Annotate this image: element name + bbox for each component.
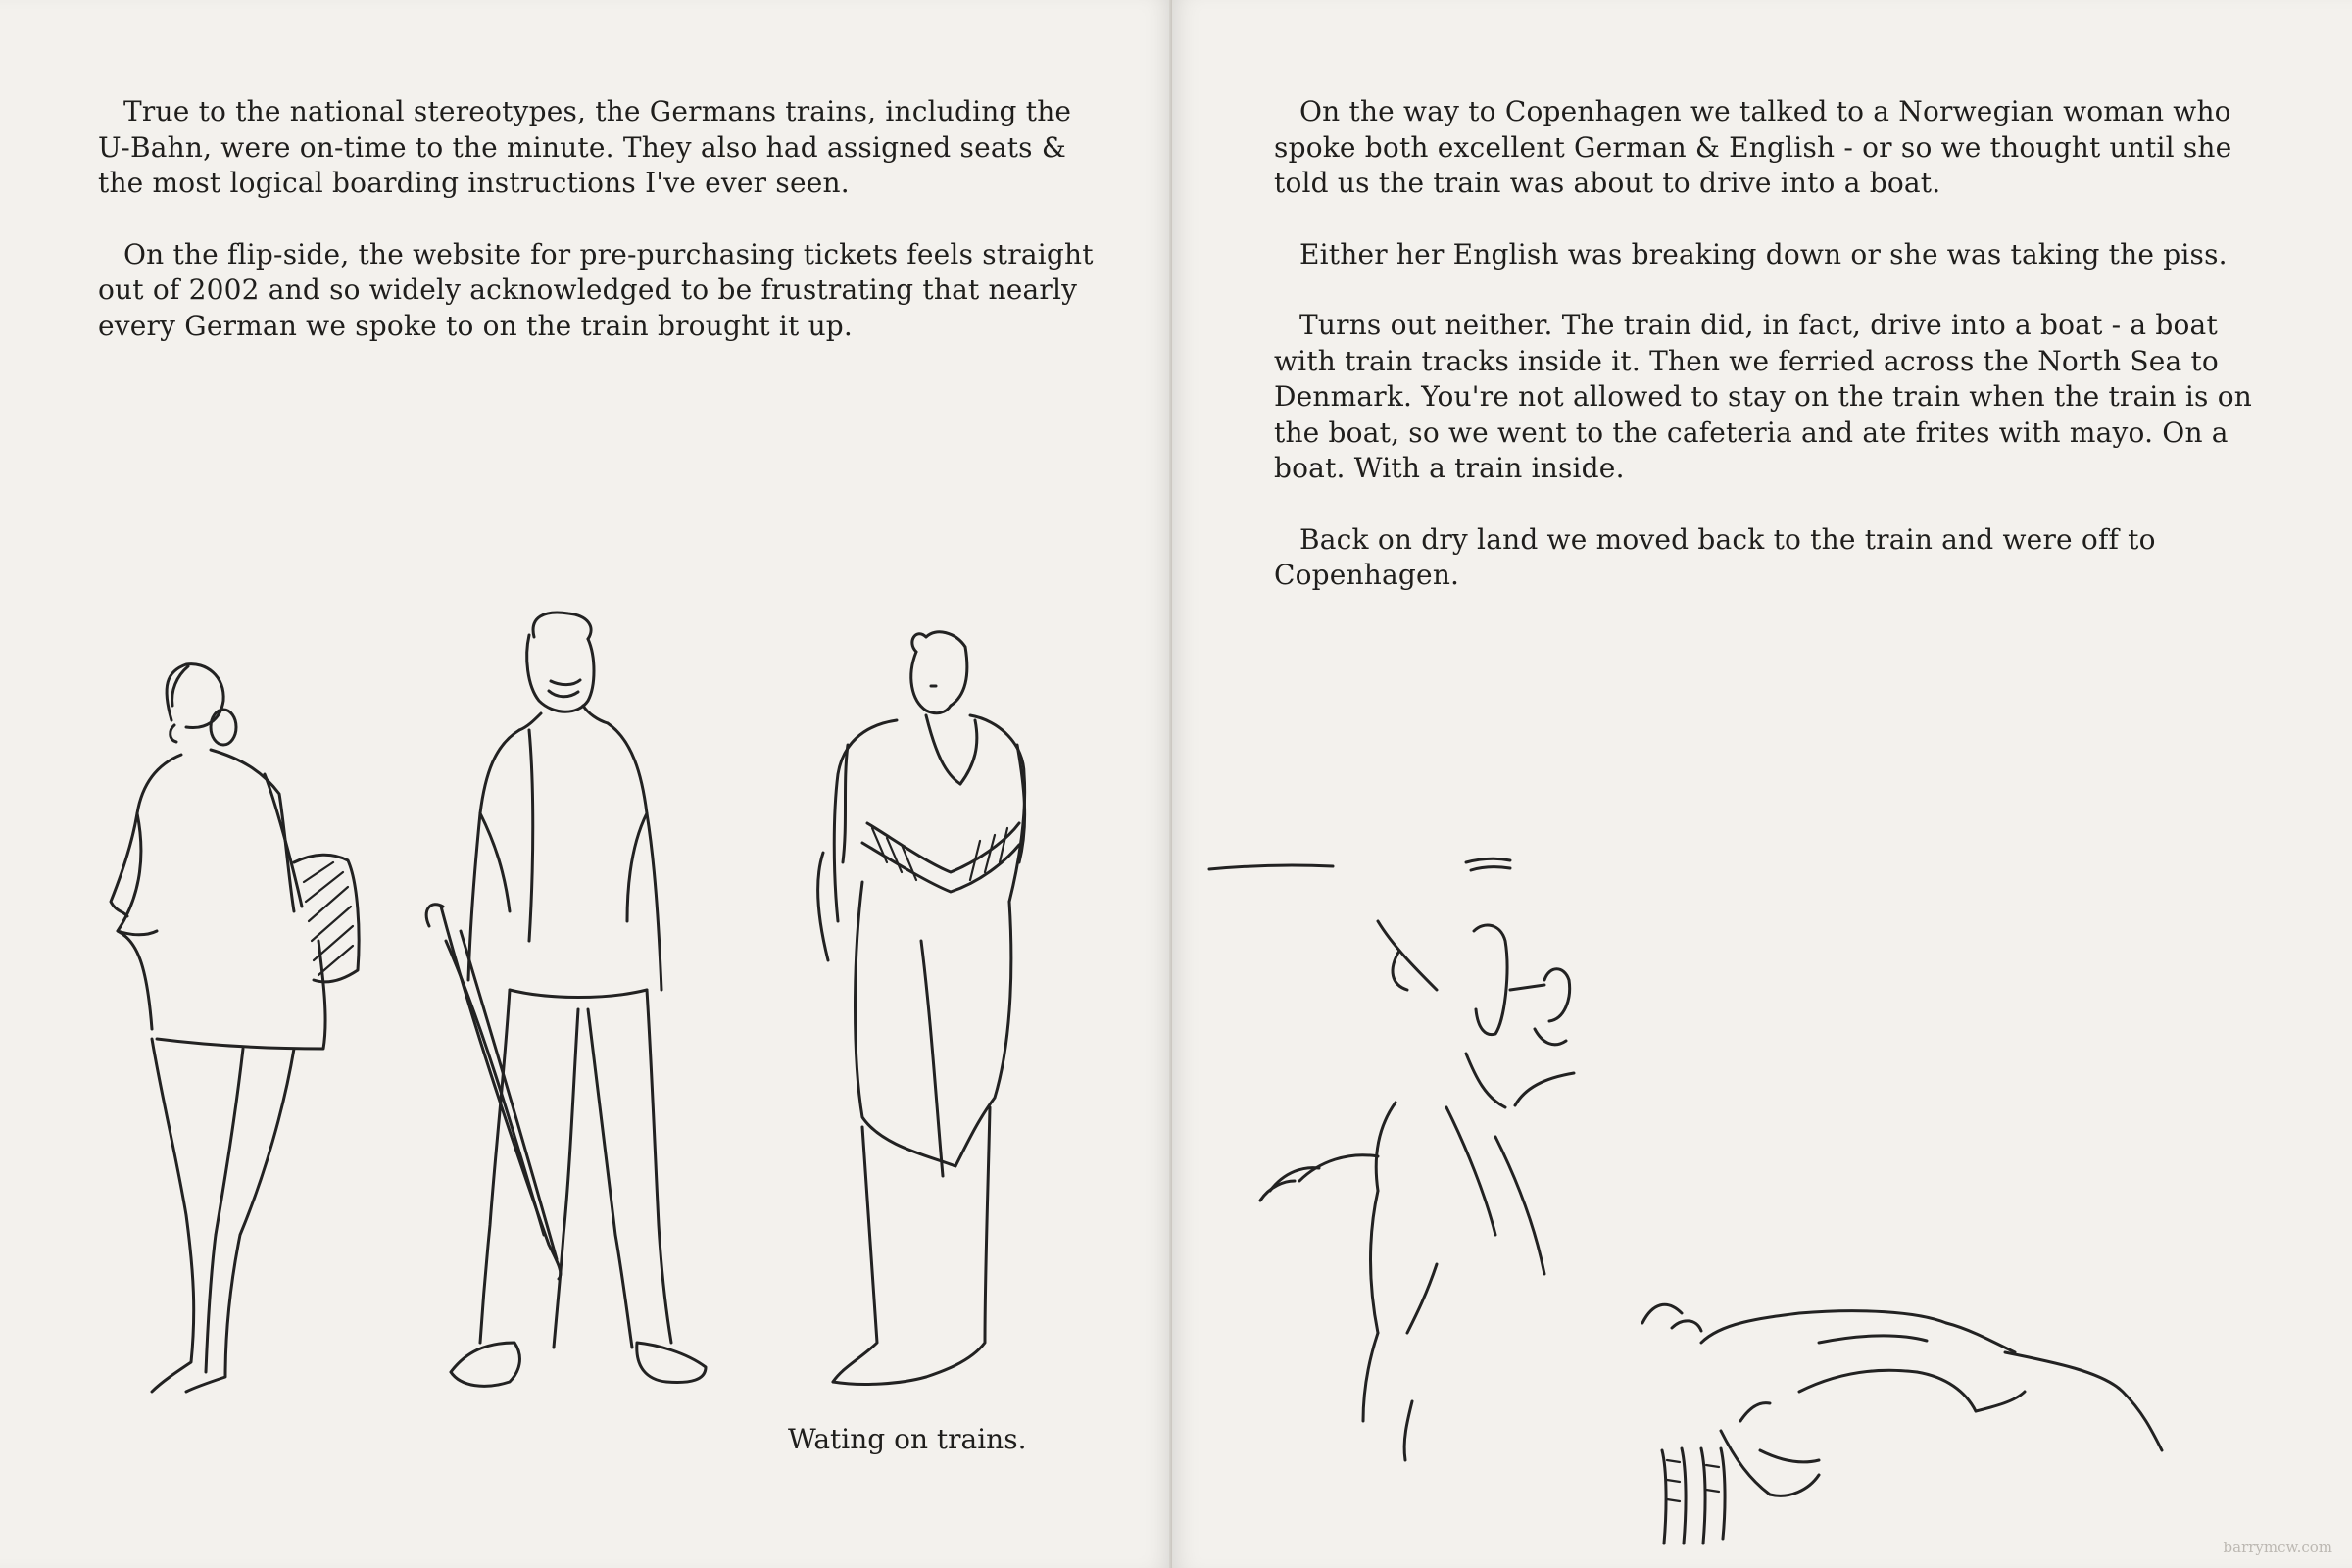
- watermark-text: barrymcw.com: [2223, 1539, 2332, 1556]
- waiting-passengers-sketch: [0, 0, 1172, 1568]
- right-paragraph-1: On the way to Copenhagen we talked to a Norwegian woman who spoke both excellent German & English - or so we thought until she told us the train was about to drive into a boat.: [1274, 95, 2232, 199]
- man-with-glasses-figure: [1209, 858, 2162, 1544]
- woman-with-bag-figure: [111, 664, 359, 1392]
- left-paragraph-2: On the flip-side, the website for pre-purchasing tickets feels straight out of 2002 and so widely acknowledged to be frustrating that nearly every German we spoke to on the train brought it up.: [98, 237, 1094, 342]
- sketch-caption: Wating on trains.: [788, 1423, 1027, 1455]
- person-with-backpack-figure: [818, 632, 1025, 1385]
- man-on-ferry-sketch: [1172, 0, 2352, 1568]
- left-paragraph-1: True to the national stereotypes, the Germans trains, including the U-Bahn, were on-time to the minute. They also had assigned seats & the most logical boarding instructions I've ever seen.: [98, 95, 1072, 199]
- left-page: [0, 0, 1172, 1568]
- bracelet-hatching: [1667, 1460, 1719, 1501]
- right-paragraph-3: Turns out neither. The train did, in fact, drive into a boat - a boat with train tracks inside it. Then we ferried across the North Sea to Denmark. You're not allowed to stay on the train when the train is on the boat, so we went to the cafeteria and ate frites with mayo. On a boat. With a train inside.: [1274, 309, 2253, 484]
- right-paragraph-4: Back on dry land we moved back to the train and were off to Copenhagen.: [1274, 522, 2156, 591]
- man-with-umbrella-figure: [426, 612, 706, 1386]
- right-page: [1172, 0, 2352, 1568]
- right-paragraph-2: Either her English was breaking down or she was taking the piss.: [1299, 237, 2228, 270]
